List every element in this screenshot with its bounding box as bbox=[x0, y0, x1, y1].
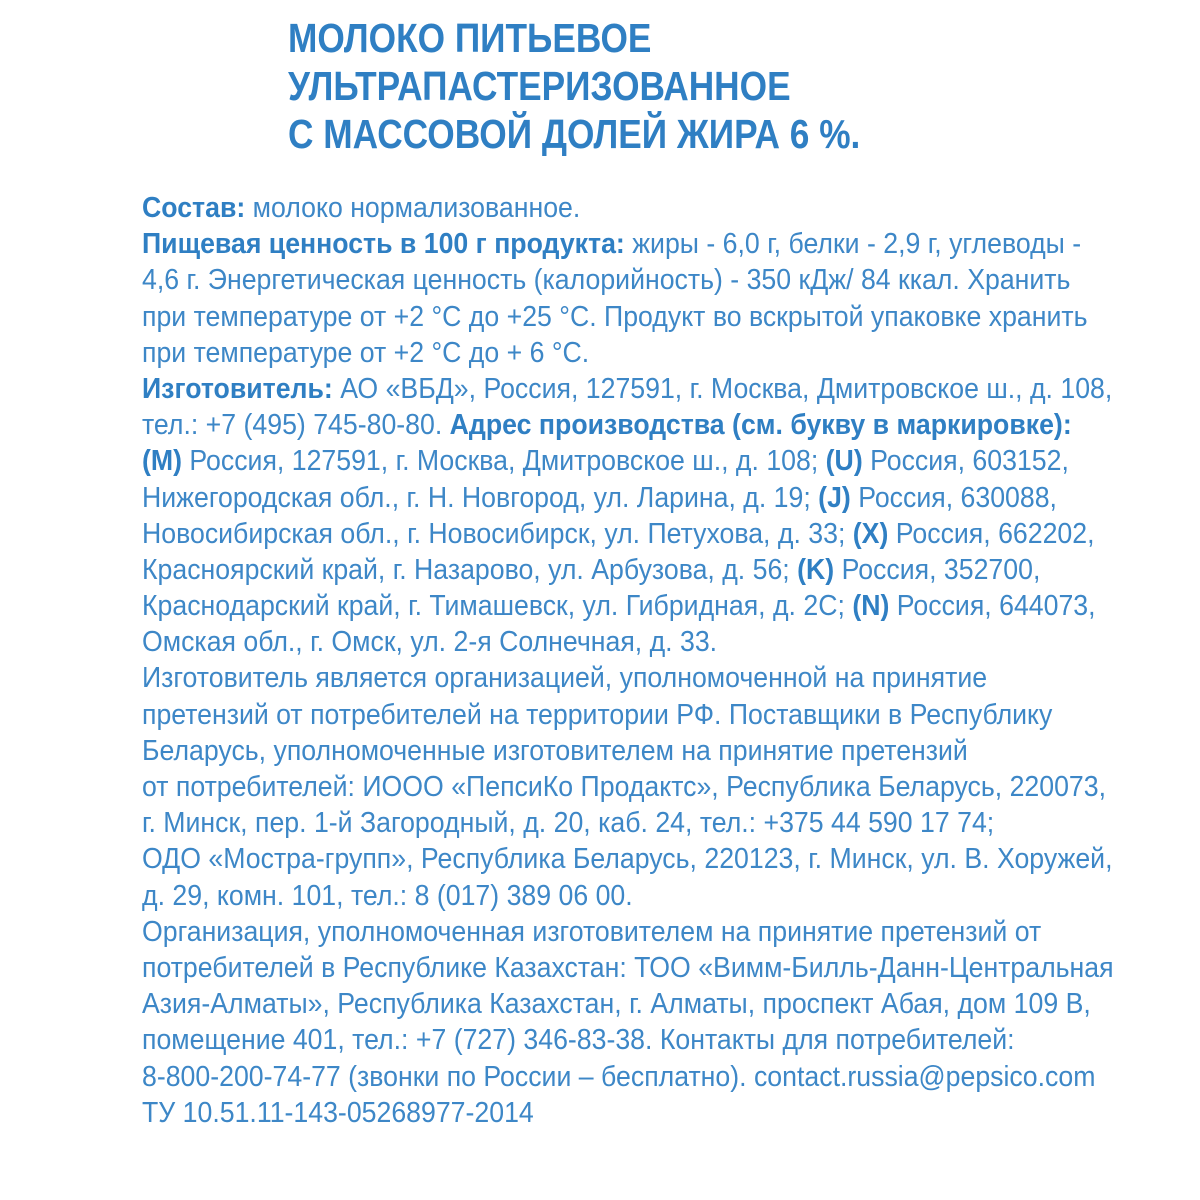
claims-rb-line-4: от потребителей: ИООО «ПепсиКо Продактс», Республика Беларусь, 220073, bbox=[142, 771, 1107, 803]
nutrition-line1-text: жиры - 6,0 г, белки - 2,9 г, углеводы - bbox=[624, 228, 1082, 261]
production-address-label: Адрес производства (см. букву в маркировке): bbox=[449, 409, 1072, 442]
title-line-2: УЛЬТРАПАСТЕРИЗОВАННОЕ bbox=[288, 63, 791, 109]
claims-rb-line-7: д. 29, комн. 101, тел.: 8 (017) 389 06 00. bbox=[142, 879, 633, 912]
label-body bbox=[142, 190, 1166, 1131]
site-text-x-b: Красноярский край, г. Назарово, ул. Арбузова, д. 56; bbox=[142, 553, 798, 586]
manufacturer-line-3 bbox=[142, 443, 1084, 479]
site-text-j-a: Россия, 630088, bbox=[850, 481, 1057, 514]
manufacturer-line1-text: АО «ВБД», Россия, 127591, г. Москва, Дмитровское ш., д. 108, bbox=[332, 372, 1113, 405]
nutrition-line-2: 4,6 г. Энергетическая ценность (калорийность) - 350 кДж/ 84 ккал. Хранить bbox=[142, 264, 1071, 297]
manufacturer-label: Изготовитель: bbox=[142, 372, 333, 405]
site-code-j: (J) bbox=[818, 481, 851, 514]
site-text-n-a: Россия, 644073, bbox=[889, 590, 1096, 623]
title-line-3: С МАССОВОЙ ДОЛЕЙ ЖИРА 6 %. bbox=[288, 111, 861, 157]
site-code-x: (X) bbox=[852, 517, 889, 550]
nutrition-line-3: при температуре от +2 °С до +25 °С. Продукт во вскрытой упаковке хранить bbox=[142, 300, 1088, 333]
site-code-n: (N) bbox=[852, 590, 890, 623]
claims-kz-line-4: помещение 401, тел.: +7 (727) 346-83-38. Контакты для потребителей: bbox=[142, 1024, 1015, 1057]
site-text-u-a: Россия, 603152, bbox=[862, 445, 1069, 478]
manufacturer-phone: тел.: +7 (495) 745-80-80. bbox=[142, 409, 450, 442]
manufacturer-line-2 bbox=[142, 407, 1084, 443]
claims-rb-line-6: ОДО «Мостра-групп», Республика Беларусь, 220123, г. Минск, ул. В. Хоружей, bbox=[142, 843, 1113, 876]
site-code-u: (U) bbox=[825, 445, 863, 478]
manufacturer-line-5 bbox=[142, 516, 1095, 552]
site-code-k: (K) bbox=[797, 553, 835, 586]
claims-rb-line-5: г. Минск, пер. 1-й Загородный, д. 20, каб. 24, тел.: +375 44 590 17 74; bbox=[142, 807, 995, 840]
composition-text: молоко нормализованное. bbox=[245, 192, 581, 224]
site-text-k-a: Россия, 352700, bbox=[834, 553, 1041, 586]
claims-rb-line-2: претензий от потребителей на территории РФ. Поставщики в Республику bbox=[142, 698, 1053, 731]
manufacturer-line-7 bbox=[142, 588, 1096, 624]
manufacturer-line-4 bbox=[142, 480, 1084, 516]
site-text-k-b: Краснодарский край, г. Тимашевск, ул. Гибридная, д. 2С; bbox=[142, 590, 853, 623]
claims-rb-line-3: Беларусь, уполномоченные изготовителем на принятие претензий bbox=[142, 734, 968, 767]
manufacturer-line-1 bbox=[142, 371, 1113, 407]
composition-label: Состав: bbox=[142, 192, 246, 224]
site-text-u-b: Нижегородская обл., г. Н. Новгород, ул. Ларина, д. 19; bbox=[142, 481, 819, 514]
composition-line bbox=[142, 190, 1084, 226]
site-text-m: Россия, 127591, г. Москва, Дмитровское ш., д. 108; bbox=[182, 445, 826, 478]
site-text-x-a: Россия, 662202, bbox=[888, 517, 1095, 550]
title-line-1: МОЛОКО ПИТЬЕВОЕ bbox=[288, 15, 652, 61]
claims-rb-line-1: Изготовитель является организацией, уполномоченной на принятие bbox=[142, 662, 988, 695]
manufacturer-line-8: Омская обл., г. Омск, ул. 2-я Солнечная, д. 33. bbox=[142, 626, 718, 659]
nutrition-label: Пищевая ценность в 100 г продукта: bbox=[142, 228, 625, 261]
nutrition-line-4: при температуре от +2 °С до + 6 °С. bbox=[142, 336, 590, 369]
nutrition-line-1 bbox=[142, 226, 1084, 262]
product-title bbox=[288, 14, 1168, 158]
site-code-m: (М) bbox=[142, 445, 183, 478]
claims-kz-line-1: Организация, уполномоченная изготовителем на принятие претензий от bbox=[142, 915, 1042, 948]
manufacturer-line-6 bbox=[142, 552, 1084, 588]
claims-kz-line-5: 8-800-200-74-77 (звонки по России – бесплатно). contact.russia@pepsico.com bbox=[142, 1060, 1096, 1093]
spec-tu-line: ТУ 10.51.11-143-05268977-2014 bbox=[142, 1096, 534, 1129]
claims-kz-line-3: Азия-Алматы», Республика Казахстан, г. Алматы, проспект Абая, дом 109 В, bbox=[142, 988, 1091, 1021]
claims-kz-line-2: потребителей в Республике Казахстан: ТОО «Вимм-Билль-Данн-Центральная bbox=[142, 951, 1114, 984]
site-text-j-b: Новосибирская обл., г. Новосибирск, ул. Петухова, д. 33; bbox=[142, 517, 853, 550]
